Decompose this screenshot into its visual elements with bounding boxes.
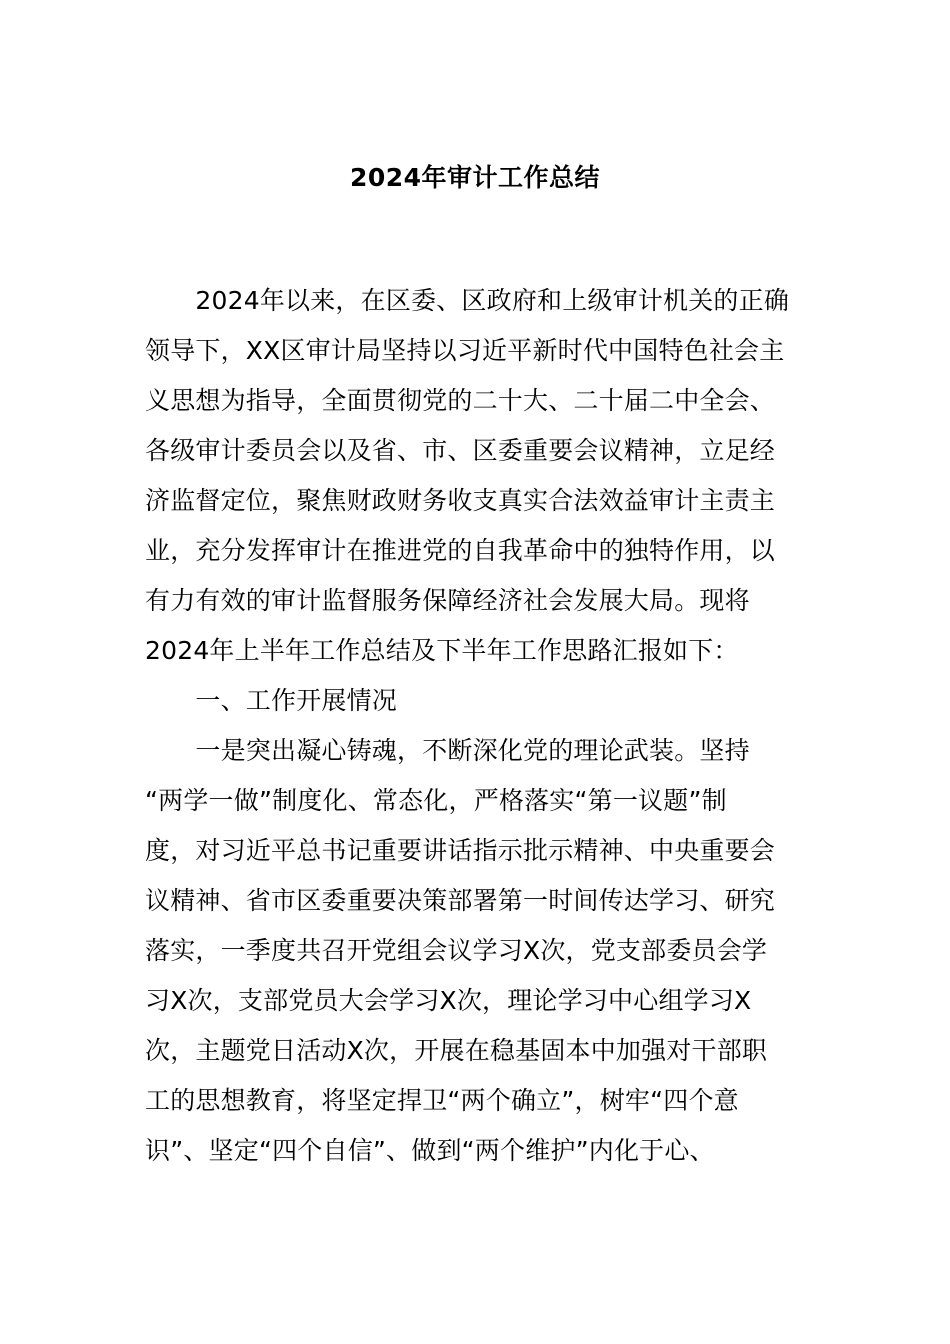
body-line: 次，主题党日活动X次，开展在稳基固本中加强对干部职 (145, 1036, 768, 1065)
body-line: 一是突出凝心铸魂，不断深化党的理论武装。坚持 (145, 736, 750, 765)
body-line: 义思想为指导，全面贯彻党的二十大、二十届二中全会、 (145, 386, 776, 415)
body-line: 习X次，支部党员大会学习X次，理论学习中心组学习X (145, 986, 752, 1015)
body-line: 落实，一季度共召开党组会议学习X次，党支部委员会学 (145, 936, 768, 965)
section-heading: 一、工作开展情况 (145, 686, 398, 715)
body-line: 识”、坚定“四个自信”、做到“两个维护”内化于心、 (145, 1136, 715, 1165)
body-line: “两学一做”制度化、常态化，严格落实“第一议题”制 (145, 786, 727, 815)
body-line: 业，充分发挥审计在推进党的自我革命中的独特作用，以 (145, 536, 776, 565)
body-line: 2024年上半年工作总结及下半年工作思路汇报如下： (145, 636, 739, 665)
body-line: 济监督定位，聚焦财政财务收支真实合法效益审计主责主 (145, 486, 776, 515)
document-title: 2024年审计工作总结 (349, 163, 601, 192)
body-line: 工的思想教育，将坚定捍卫“两个确立”，树牢“四个意 (145, 1086, 739, 1115)
body-line: 议精神、省市区委重要决策部署第一时间传达学习、研究 (145, 886, 776, 915)
body-line: 有力有效的审计监督服务保障经济社会发展大局。现将 (145, 586, 750, 615)
body-line: 2024年以来，在区委、区政府和上级审计机关的正确 (145, 286, 790, 315)
body-line: 各级审计委员会以及省、市、区委重要会议精神，立足经 (145, 436, 776, 465)
body-line: 度，对习近平总书记重要讲话指示批示精神、中央重要会 (145, 836, 776, 865)
body-line: 领导下，XX区审计局坚持以习近平新时代中国特色社会主 (145, 336, 785, 365)
